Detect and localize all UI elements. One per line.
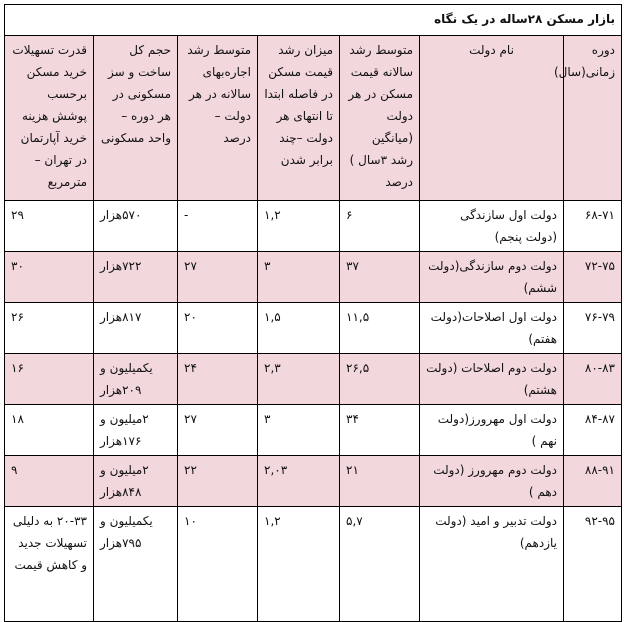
housing-market-table xyxy=(4,4,622,622)
cell-growth-multiple: ۲,۳ xyxy=(258,354,340,405)
cell-growth-multiple: ۱,۲ xyxy=(258,507,340,622)
cell-avg-growth: ۱۱,۵ xyxy=(340,303,420,354)
cell-government: دولت اول مهرورز(دولت نهم ) xyxy=(420,405,564,456)
cell-construction: یکمیلیون و ۲۰۹هزار xyxy=(94,354,178,405)
cell-government: دولت دوم سازندگی(دولت ششم) xyxy=(420,252,564,303)
cell-avg-growth: ۲۶,۵ xyxy=(340,354,420,405)
cell-government: دولت دوم مهرورز (دولت دهم ) xyxy=(420,456,564,507)
cell-growth-multiple: ۳ xyxy=(258,405,340,456)
cell-construction: ۵۷۰هزار xyxy=(94,201,178,252)
header-avg-growth: متوسط رشد سالانه قیمت مسکن در هر دولت (میانگین رشد ۳سال ) درصد xyxy=(340,36,420,201)
cell-period: ۷۲-۷۵ xyxy=(564,252,622,303)
cell-rent-growth: ۲۷ xyxy=(178,252,258,303)
header-government: نام دولت xyxy=(420,36,564,201)
cell-rent-growth: ۱۰ xyxy=(178,507,258,622)
header-construction: حجم کل ساخت و سز مسکونی در هر دوره –واحد مسکونی xyxy=(94,36,178,201)
cell-loan-power: ۲۰-۳۳ به دلیلی تسهیلات جدید و کاهش قیمت xyxy=(5,507,94,622)
table-row xyxy=(5,201,622,252)
cell-period: ۷۶-۷۹ xyxy=(564,303,622,354)
cell-growth-multiple: ۱,۲ xyxy=(258,201,340,252)
table-row xyxy=(5,303,622,354)
cell-construction: ۲میلیون و ۸۴۸هزار xyxy=(94,456,178,507)
cell-period: ۶۸-۷۱ xyxy=(564,201,622,252)
cell-rent-growth: - xyxy=(178,201,258,252)
cell-loan-power: ۱۶ xyxy=(5,354,94,405)
cell-loan-power: ۱۸ xyxy=(5,405,94,456)
cell-government: دولت اول اصلاحات(دولت هفتم) xyxy=(420,303,564,354)
cell-rent-growth: ۲۲ xyxy=(178,456,258,507)
cell-period: ۸۰-۸۳ xyxy=(564,354,622,405)
cell-construction: ۷۲۲هزار xyxy=(94,252,178,303)
table-row xyxy=(5,507,622,622)
cell-government: دولت دوم اصلاحات (دولت هشتم) xyxy=(420,354,564,405)
cell-construction: یکمیلیون و ۷۹۵هزار xyxy=(94,507,178,622)
header-rent-growth: متوسط رشد اجاره‌بهای سالانه در هر دولت – درصد xyxy=(178,36,258,201)
header-row xyxy=(5,36,622,201)
cell-growth-multiple: ۱,۵ xyxy=(258,303,340,354)
cell-loan-power: ۹ xyxy=(5,456,94,507)
cell-growth-multiple: ۲,۰۳ xyxy=(258,456,340,507)
cell-growth-multiple: ۳ xyxy=(258,252,340,303)
cell-avg-growth: ۲۱ xyxy=(340,456,420,507)
table-row xyxy=(5,405,622,456)
table-title: بازار مسکن ۲۸ساله در یک نگاه xyxy=(5,5,622,36)
cell-avg-growth: ۳۴ xyxy=(340,405,420,456)
cell-rent-growth: ۲۰ xyxy=(178,303,258,354)
cell-avg-growth: ۵,۷ xyxy=(340,507,420,622)
cell-rent-growth: ۲۴ xyxy=(178,354,258,405)
table-row xyxy=(5,354,622,405)
cell-loan-power: ۲۹ xyxy=(5,201,94,252)
cell-avg-growth: ۶ xyxy=(340,201,420,252)
cell-period: ۹۲-۹۵ xyxy=(564,507,622,622)
cell-government: دولت اول سازندگی (دولت پنجم) xyxy=(420,201,564,252)
cell-loan-power: ۲۶ xyxy=(5,303,94,354)
header-period: دوره زمانی(سال) xyxy=(564,36,622,201)
cell-avg-growth: ۳۷ xyxy=(340,252,420,303)
cell-government: دولت تدبیر و امید (دولت یازدهم) xyxy=(420,507,564,622)
table-row xyxy=(5,456,622,507)
cell-period: ۸۸-۹۱ xyxy=(564,456,622,507)
table-row xyxy=(5,252,622,303)
cell-construction: ۸۱۷هزار xyxy=(94,303,178,354)
header-growth-multiple: میزان رشد قیمت مسکن در فاصله ابتدا تا انتهای هر دولت –چند برابر شدن xyxy=(258,36,340,201)
cell-construction: ۲میلیون و ۱۷۶هزار xyxy=(94,405,178,456)
header-loan-power: قدرت تسهیلات خرید مسکن برحسب پوشش هزینه خرید آپارتمان در تهران – مترمربع xyxy=(5,36,94,201)
cell-period: ۸۴-۸۷ xyxy=(564,405,622,456)
cell-loan-power: ۳۰ xyxy=(5,252,94,303)
cell-rent-growth: ۲۷ xyxy=(178,405,258,456)
